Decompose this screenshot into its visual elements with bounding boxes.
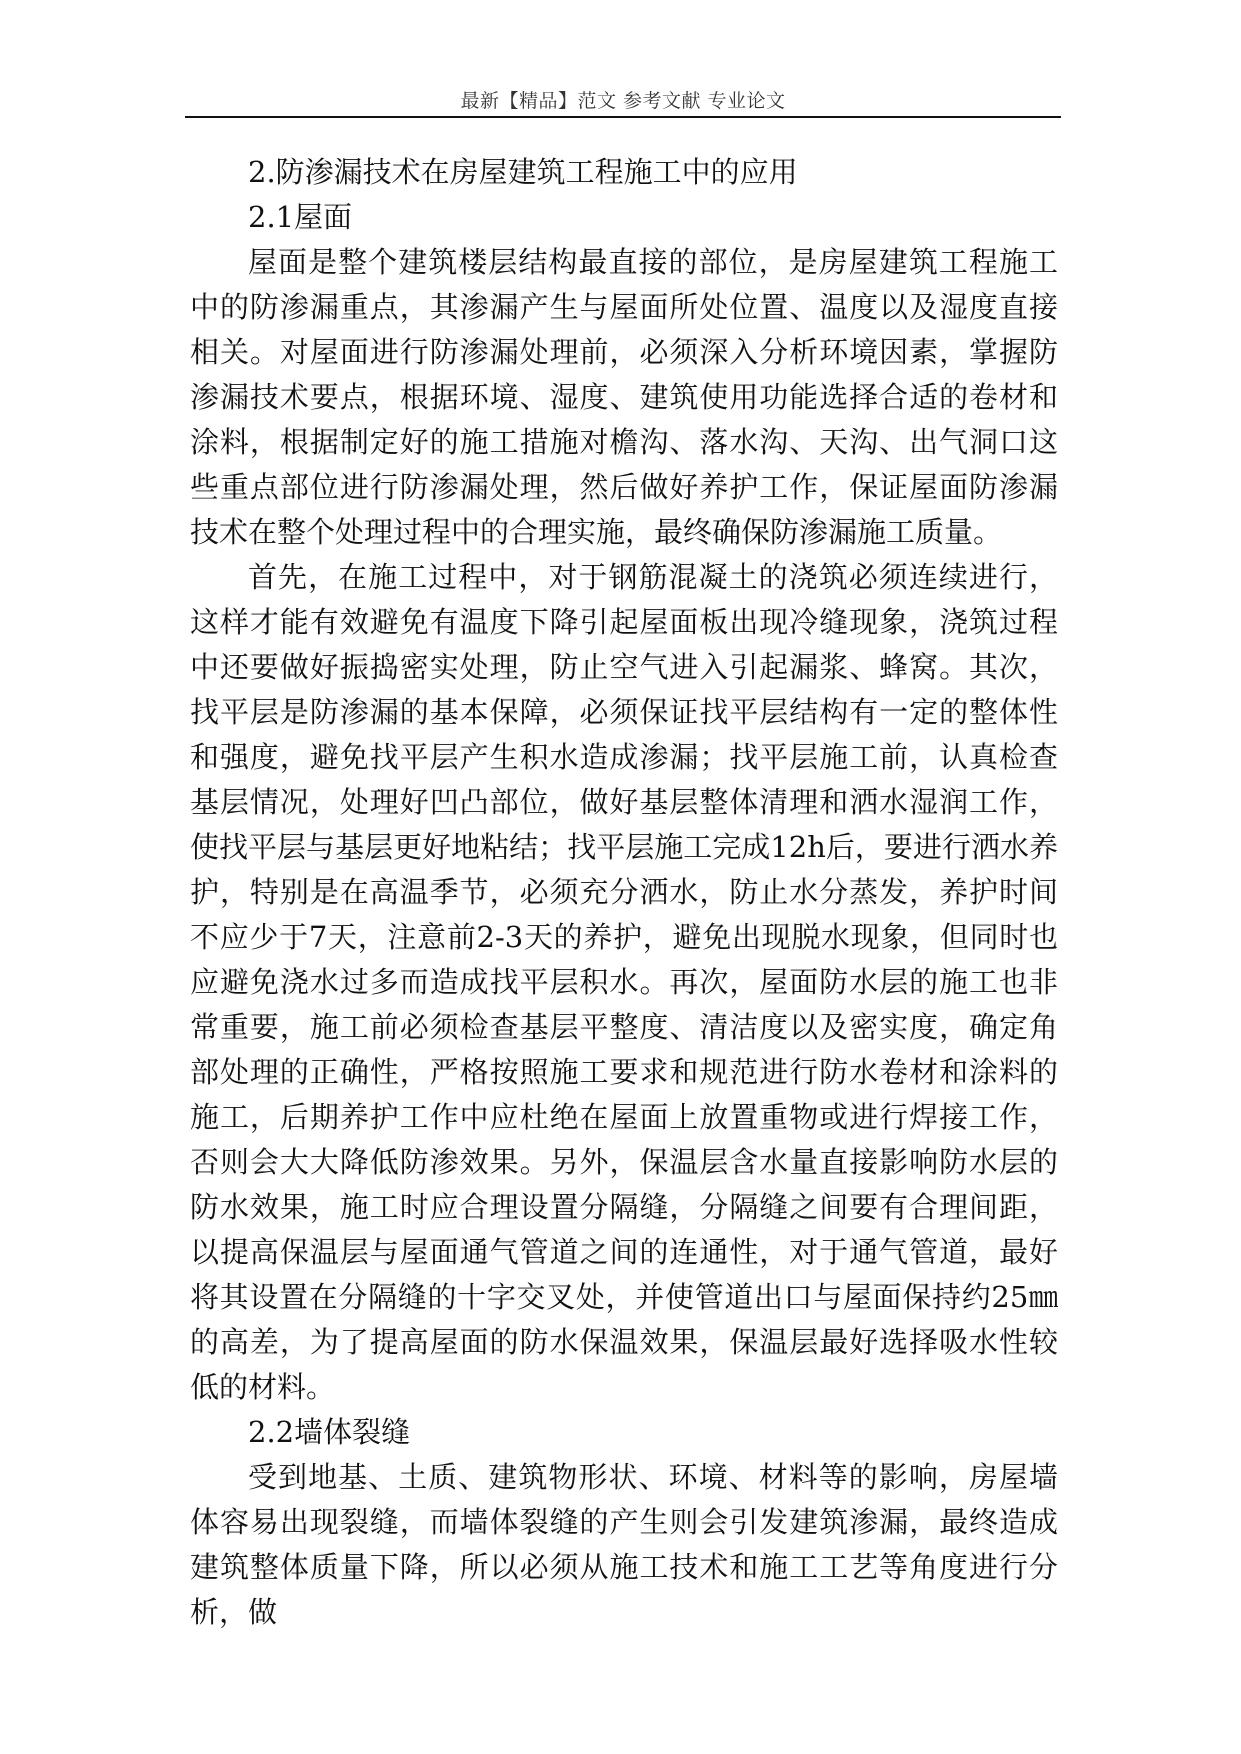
page-header: 最新【精品】范文 参考文献 专业论文	[460, 90, 786, 112]
paragraph-roof-1: 屋面是整个建筑楼层结构最直接的部位，是房屋建筑工程施工中的防渗漏重点，其渗漏产生与屋面所处位置、温度以及湿度直接相关。对屋面进行防渗漏处理前，必须深入分析环境因素，掌握防渗漏技术要点，根据环境、湿度、建筑使用功能选择合适的卷材和涂料，根据制定好的施工措施对檐沟、落水沟、天沟、出气洞口这些重点部位进行防渗漏处理，然后做好养护工作，保证屋面防渗漏技术在整个处理过程中的合理实施，最终确保防渗漏施工质量。	[190, 245, 1058, 549]
subsection-heading-wall: 2.2墙体裂缝	[248, 1415, 411, 1449]
section-heading-main: 2.防渗漏技术在房屋建筑工程施工中的应用	[248, 155, 798, 189]
document-body	[190, 150, 1058, 1635]
header-divider	[185, 116, 1061, 118]
paragraph-wall-1: 受到地基、土质、建筑物形状、环境、材料等的影响，房屋墙体容易出现裂缝，而墙体裂缝的产生则会引发建筑渗漏，最终造成建筑整体质量下降，所以必须从施工技术和施工工艺等角度进行分析，做	[190, 1460, 1058, 1629]
subsection-heading-roof: 2.1屋面	[248, 200, 353, 234]
paragraph-roof-2: 首先，在施工过程中，对于钢筋混凝土的浇筑必须连续进行，这样才能有效避免有温度下降引起屋面板出现冷缝现象，浇筑过程中还要做好振捣密实处理，防止空气进入引起漏浆、蜂窝。其次，找平层是防渗漏的基本保障，必须保证找平层结构有一定的整体性和强度，避免找平层产生积水造成渗漏；找平层施工前，认真检查基层情况，处理好凹凸部位，做好基层整体清理和洒水湿润工作，使找平层与基层更好地粘结；找平层施工完成12h后，要进行洒水养护，特别是在高温季节，必须充分洒水，防止水分蒸发，养护时间不应少于7天，注意前2-3天的养护，避免出现脱水现象，但同时也应避免浇水过多而造成找平层积水。再次，屋面防水层的施工也非常重要，施工前必须检查基层平整度、清洁度以及密实度，确定角部处理的正确性，严格按照施工要求和规范进行防水卷材和涂料的施工，后期养护工作中应杜绝在屋面上放置重物或进行焊接工作，否则会大大降低防渗效果。另外，保温层含水量直接影响防水层的防水效果，施工时应合理设置分隔缝，分隔缝之间要有合理间距，以提高保温层与屋面通气管道之间的连通性，对于通气管道，最好将其设置在分隔缝的十字交叉处，并使管道出口与屋面保持约25㎜的高差，为了提高屋面的防水保温效果，保温层最好选择吸水性较低的材料。	[190, 560, 1058, 1404]
